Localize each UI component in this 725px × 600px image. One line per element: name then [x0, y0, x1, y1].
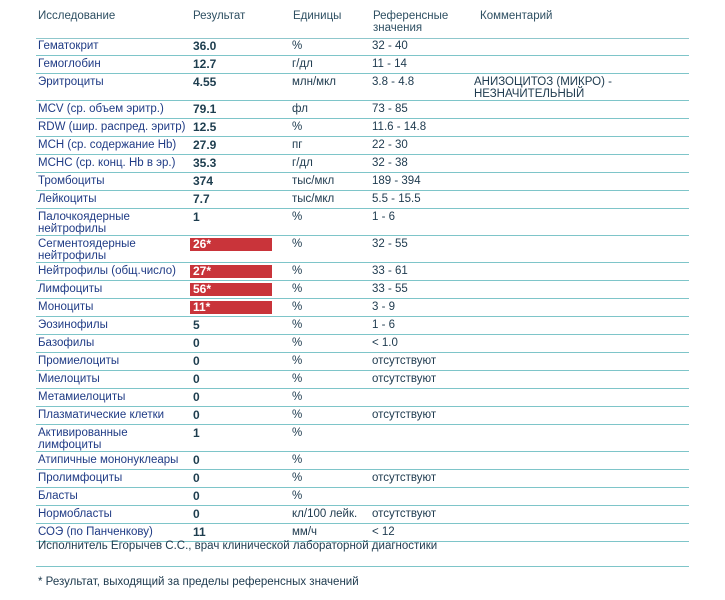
table-row	[0, 56, 725, 74]
units-value: %	[292, 409, 303, 421]
result-value: 27.9	[193, 138, 217, 152]
test-name: Атипичные мононуклеары	[38, 454, 179, 466]
result-value: 11	[193, 525, 206, 539]
test-name: Бласты	[38, 490, 78, 502]
units-value: %	[292, 373, 303, 385]
table-row	[0, 173, 725, 191]
result-value: 0	[193, 336, 200, 350]
units-value: кл/100 лейк.	[292, 508, 358, 520]
result-value: 1	[193, 210, 200, 224]
table-header	[0, 10, 725, 38]
test-name: RDW (шир. распред. эритр)	[38, 121, 186, 133]
reference-value: отсутствуют	[372, 508, 437, 520]
test-name: Тромбоциты	[38, 175, 105, 187]
units-value: г/дл	[292, 58, 313, 70]
units-value: %	[292, 211, 303, 223]
table-row	[0, 209, 725, 236]
footer-divider	[36, 566, 689, 567]
reference-value: 11 - 14	[372, 58, 407, 70]
header-test: Исследование	[38, 10, 116, 22]
table-row	[0, 488, 725, 506]
result-value: 0	[193, 489, 200, 503]
reference-value: 3 - 9	[372, 301, 396, 313]
table-row	[0, 119, 725, 137]
table-row	[0, 389, 725, 407]
units-value: млн/мкл	[292, 76, 336, 88]
table-row	[0, 263, 725, 281]
result-value: 0	[193, 408, 200, 422]
result-value: 79.1	[193, 102, 217, 116]
units-value: %	[292, 355, 303, 367]
table-row	[0, 137, 725, 155]
table-row	[0, 425, 725, 452]
header-result: Результат	[193, 10, 246, 22]
table-row	[0, 101, 725, 119]
reference-value: 189 - 394	[372, 175, 421, 187]
table-row	[0, 281, 725, 299]
test-name: СОЭ (по Панченкову)	[38, 526, 153, 538]
header-reference: Референсные значения	[373, 10, 449, 34]
test-name: MCV (ср. объем эритр.)	[38, 103, 164, 115]
test-name: Нейтрофилы (общ.число)	[38, 265, 176, 277]
units-value: %	[292, 121, 303, 133]
table-row	[0, 155, 725, 173]
units-value: %	[292, 265, 303, 277]
table-row	[0, 506, 725, 524]
executor-signature: Исполнитель Егорычев С.С., врач клинической лабораторной диагностики	[38, 540, 438, 552]
result-value: 0	[193, 390, 200, 404]
reference-value: 32 - 40	[372, 40, 408, 52]
result-value: 12.7	[193, 57, 217, 71]
reference-value: отсутствуют	[372, 355, 437, 367]
units-value: %	[292, 427, 303, 439]
table-row	[0, 191, 725, 209]
units-value: %	[292, 319, 303, 331]
result-value: 374	[193, 174, 214, 188]
test-name: Плазматические клетки	[38, 409, 165, 421]
test-name: Промиелоциты	[38, 355, 120, 367]
table-row	[0, 407, 725, 425]
test-name: Нормобласты	[38, 508, 112, 520]
comment-value: АНИЗОЦИТОЗ (МИКРО) - НЕЗНАЧИТЕЛЬНЫЙ	[474, 76, 612, 100]
test-name: Гематокрит	[38, 40, 99, 52]
units-value: тыс/мкл	[292, 175, 335, 187]
test-name: Базофилы	[38, 337, 95, 349]
test-name: Сегментоядерные нейтрофилы	[38, 238, 136, 262]
test-name: Эритроциты	[38, 76, 104, 88]
table-row	[0, 452, 725, 470]
header-comment: Комментарий	[480, 10, 553, 22]
table-row	[0, 236, 725, 263]
table-row	[0, 371, 725, 389]
reference-value: 1 - 6	[372, 211, 396, 223]
result-value: 0	[193, 507, 200, 521]
footnote: * Результат, выходящий за пределы референсных значений	[38, 576, 359, 588]
result-value: 4.55	[193, 75, 217, 89]
reference-value: 32 - 55	[372, 238, 408, 250]
units-value: %	[292, 391, 303, 403]
reference-value: отсутствуют	[372, 472, 437, 484]
result-value-flagged: 27*	[190, 265, 272, 278]
test-name: Лейкоциты	[38, 193, 97, 205]
result-value: 0	[193, 354, 200, 368]
reference-value: 33 - 61	[372, 265, 408, 277]
reference-value: < 1.0	[372, 337, 398, 349]
result-value: 35.3	[193, 156, 217, 170]
table-row	[0, 38, 725, 56]
reference-value: 32 - 38	[372, 157, 408, 169]
units-value: г/дл	[292, 157, 313, 169]
table-row	[0, 317, 725, 335]
reference-value: отсутствуют	[372, 409, 437, 421]
result-value-flagged: 26*	[190, 238, 272, 251]
result-value-flagged: 56*	[190, 283, 272, 296]
result-value: 1	[193, 426, 200, 440]
reference-value: < 12	[372, 526, 395, 538]
result-value: 0	[193, 471, 200, 485]
units-value: мм/ч	[292, 526, 317, 538]
test-name: MCHC (ср. конц. Hb в эр.)	[38, 157, 176, 169]
reference-value: 5.5 - 15.5	[372, 193, 421, 205]
units-value: пг	[292, 139, 303, 151]
units-value: %	[292, 301, 303, 313]
units-value: %	[292, 40, 303, 52]
units-value: %	[292, 337, 303, 349]
table-row	[0, 299, 725, 317]
test-name: Палочкоядерные нейтрофилы	[38, 211, 130, 235]
result-value: 36.0	[193, 39, 217, 53]
result-value: 12.5	[193, 120, 217, 134]
units-value: тыс/мкл	[292, 193, 335, 205]
units-value: фл	[292, 103, 308, 115]
reference-value: 11.6 - 14.8	[372, 121, 427, 133]
reference-value: 33 - 55	[372, 283, 408, 295]
reference-value: отсутствуют	[372, 373, 437, 385]
test-name: Активированные лимфоциты	[38, 427, 128, 451]
result-value: 0	[193, 453, 200, 467]
reference-value: 22 - 30	[372, 139, 408, 151]
units-value: %	[292, 490, 303, 502]
test-name: Лимфоциты	[38, 283, 103, 295]
units-value: %	[292, 472, 303, 484]
table-row	[0, 335, 725, 353]
result-value: 7.7	[193, 192, 210, 206]
test-name: MCH (ср. содержание Hb)	[38, 139, 177, 151]
reference-value: 73 - 85	[372, 103, 408, 115]
test-name: Эозинофилы	[38, 319, 108, 331]
reference-value: 1 - 6	[372, 319, 396, 331]
test-name: Метамиелоциты	[38, 391, 126, 403]
test-name: Гемоглобин	[38, 58, 101, 70]
units-value: %	[292, 283, 303, 295]
result-value: 0	[193, 372, 200, 386]
reference-value: 3.8 - 4.8	[372, 76, 415, 88]
header-units: Единицы	[293, 10, 342, 22]
test-name: Пролимфоциты	[38, 472, 123, 484]
table-row	[0, 74, 725, 101]
units-value: %	[292, 238, 303, 250]
test-name: Моноциты	[38, 301, 94, 313]
result-value: 5	[193, 318, 200, 332]
test-name: Миелоциты	[38, 373, 100, 385]
table-row	[0, 470, 725, 488]
result-value-flagged: 11*	[190, 301, 272, 314]
units-value: %	[292, 454, 303, 466]
table-row	[0, 353, 725, 371]
